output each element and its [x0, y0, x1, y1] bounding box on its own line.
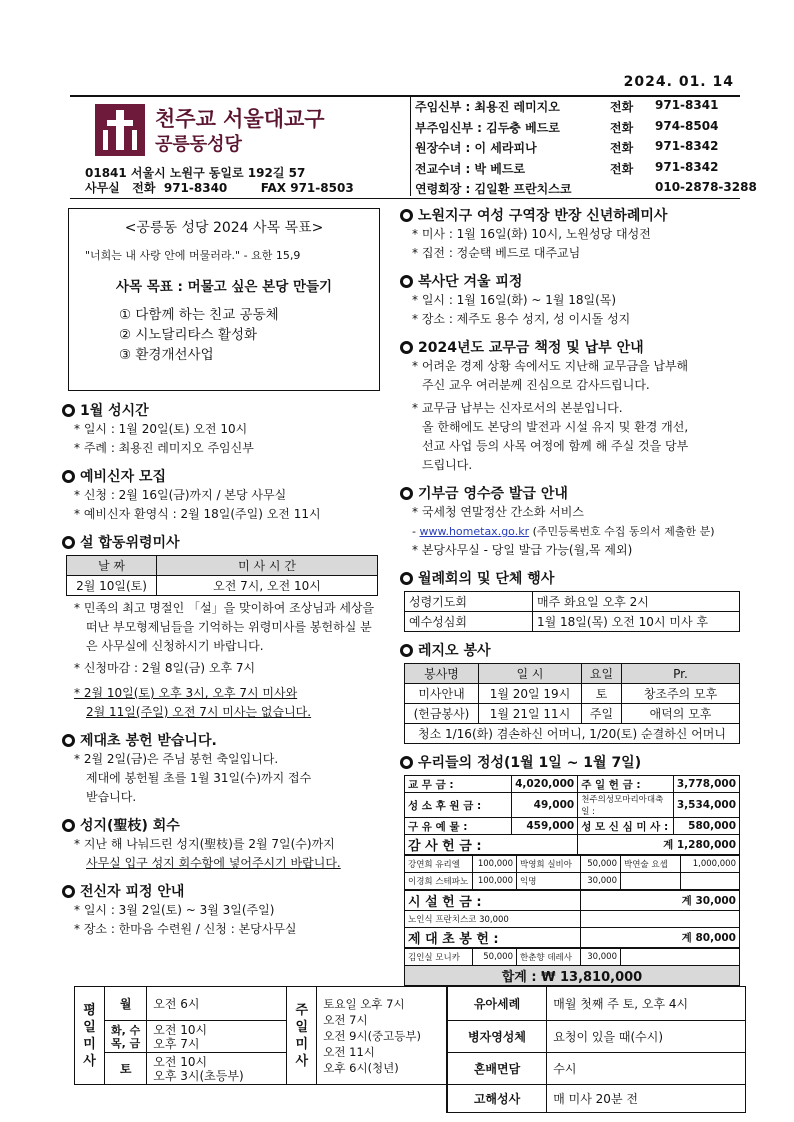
section-title: 월례회의 및 단체 행사 — [400, 568, 745, 588]
left-column: 1월 성시간 * 일시 : 1월 20일(토) 오전 10시 * 주례 : 최용진 레미지오 주임신부 예비신자 모집 * 신청 : 2월 16일(금)까지 / 본당 사무실 * 예비신자 환영식 : 2월 18일(주일) 오전 11시 설 합동위령미사 날 짜 미 사 시 간 2월 10일(토) 오전 7시, 오전 10시 * 민족의 최고 명절인 「설」을 맞이하여 조상님과 세상을 떠난 부모형제님들을 기억하는 위령미사를 봉헌하실 분 은 사무실에 신청하시기 바랍니다. * 신청마감 : 2월 8일(금) 오후 7시 * 2월 10일(토) 오후 3시, 오후 7시 미사와 2월 11일(주일) 오전 7시 미사는 없습니다. 제대초 봉헌 받습니다. * 2월 2일(금)은 주님 봉헌 축일입니다. 제대에 봉헌될 초를 1월 31일(수)까지 접수 받습니다. 성지(聖枝) 회수 * 지난 해 나눠드린 성지(聖枝)를 2월 7일(수)까지 사무실 입구 성지 회수함에 넣어주시기 바랍니다. 전신자 피정 안내 * 일시 : 3월 2일(토) ~ 3월 3일(주일) * 장소 : 한마음 수련원 / 신청 : 본당사무실 — [62, 400, 382, 939]
thanks-offering-table: 강연희 유리엘 100,000 박영희 실비아 50,000 박연술 요셉 1,000,000 이경희 스테파노 100,000 익명 30,000 — [404, 855, 740, 890]
circle-bullet-icon — [400, 275, 413, 288]
staff-list: 주임신부 : 최용진 레미지오 전화 971-8341 부주임신부 : 김두충 베드로 전화 974-8504 원장수녀 : 이 세라피나 전화 971-8342 전교수녀 : 박 베드로 전화 971-8342 연령회장 : 김일환 프란치스코 010-2878-3288 — [415, 98, 757, 196]
circle-bullet-icon — [62, 885, 75, 898]
section-title: 우리들의 정성(1월 1일 ~ 1월 7일) — [400, 752, 745, 772]
right-column: 노원지구 여성 구역장 반장 신년하례미사 * 미사 : 1월 16일(화) 10시, 노원성당 대성전 * 집전 : 정순택 베드로 대주교님 복사단 겨울 피정 * 일시 : 1월 16일(화) ~ 1월 18일(목) * 장소 : 제주도 용수 성지, 성 이시돌 성지 2024년도 교무금 책정 및 납부 안내 * 어려운 경제 상황 속에서도 지난해 교무금을 납부해 주신 교우 여러분께 진심으로 감사드립니다. * 교무금 납부는 신자로서의 본분입니다. 올 한해에도 본당의 발전과 시설 유지 및 환경 개선, 선교 사업 등의 사목 여정에 함께 해 주실 것을 당부 드립니다. 기부금 영수증 발급 안내 * 국세청 연말정산 간소화 서비스 - www.hometax.go.kr (주민등록번호 수집 동의서 제출한 분) * 본당사무실 - 당일 발급 가능(월,목 제외) 월례회의 및 단체 행사 성령기도회 매주 화요일 오후 2시 예수성심회 1월 18일(목) 오전 10시 미사 후 레지오 봉사 봉사명 일 시 요일 Pr. 미사안내 1월 20일 19시 토 창조주의 모후 (헌금봉사) 1월 21일 11시 주일 애덕의 모후 청소 1/16(화) 겸손하신 어머니, 1/20(토) 순결하신 어머니 우리들의 정성(1월 1일 ~ 1월 7일) 교 무 금 : 4,020,000 주 일 헌 금 : 3,778,000 성 소 후 원 금 : 49,000 천주의성모마리아대축일 : 3,534,000 구 유 예 물 : 459,000 성 모 신 심 미 사 : 580,000 감 사 헌 금 : 계 1,280,000 강연희 유리엘 100,000 박영희 실비아 50,000 박연술 요셉 1,000,000 이경희 스테파노 100,000 익명 30,000 시 설 헌 금 : 계 30,000 노인식 프란치스코 30,000 제 대 초 봉 헌 : 계 80,000 김인실 모니카 50,000 한춘향 데레사 30,000 합계 : ₩ 13,810,000 — [400, 205, 745, 986]
circle-bullet-icon — [62, 470, 75, 483]
section-title: 제대초 봉헌 받습니다. — [62, 730, 382, 750]
section-title: 1월 성시간 — [62, 400, 382, 420]
section-title: 레지오 봉사 — [400, 640, 745, 660]
circle-bullet-icon — [400, 756, 413, 769]
circle-bullet-icon — [400, 572, 413, 585]
divider — [70, 198, 740, 199]
divider — [70, 95, 740, 97]
church-address: 01841 서울시 노원구 동일로 192길 57 사무실 전화 971-8340 FAX 971-8503 — [85, 166, 354, 195]
circle-bullet-icon — [400, 644, 413, 657]
circle-bullet-icon — [62, 734, 75, 747]
mass-schedule: 평 일 미 사 월 오전 6시 주 일 미 사 토요일 오후 7시 오전 7시 오전 9시(중고등부) 오전 11시 오후 6시(청년) 유아세례 매월 첫째 주 토, 오후 4시 화, 수 목, 금 오전 10시 오후 7시 병자영성체 요청이 있을 때(수시) 토 오전 10시 오후 3시(초등부) 혼배면담 수시 고해성사 매 미사 20분 전 — [74, 986, 746, 1113]
memorial-mass-table: 날 짜 미 사 시 간 2월 10일(토) 오전 7시, 오전 10시 — [66, 555, 378, 596]
section-title: 설 합동위령미사 — [62, 532, 382, 552]
facility-offering-table: 시 설 헌 금 : 계 30,000 노인식 프란치스코 30,000 제 대 초 봉 헌 : 계 80,000 — [404, 890, 740, 948]
offering-table: 교 무 금 : 4,020,000 주 일 헌 금 : 3,778,000 성 소 후 원 금 : 49,000 천주의성모마리아대축일 : 3,534,000 구 유 예 물 : 459,000 성 모 신 심 미 사 : 580,000 감 사 헌 금 : 계 1,280,000 — [404, 775, 740, 855]
section-title: 복사단 겨울 피정 — [400, 271, 745, 291]
section-title: 예비신자 모집 — [62, 466, 382, 486]
circle-bullet-icon — [400, 209, 413, 222]
bulletin-date: 2024. 01. 14 — [623, 74, 734, 90]
church-logo — [95, 104, 145, 156]
section-title: 노원지구 여성 구역장 반장 신년하례미사 — [400, 205, 745, 225]
section-title: 기부금 영수증 발급 안내 — [400, 483, 745, 503]
monthly-meeting-table: 성령기도회 매주 화요일 오후 2시 예수성심회 1월 18일(목) 오전 10시 미사 후 — [404, 591, 740, 632]
divider — [410, 96, 411, 196]
circle-bullet-icon — [62, 536, 75, 549]
church-name: 천주교 서울대교구 — [155, 107, 325, 131]
hometax-link[interactable]: www.hometax.go.kr — [419, 525, 530, 538]
section-title: 2024년도 교무금 책정 및 납부 안내 — [400, 337, 745, 357]
legio-table: 봉사명 일 시 요일 Pr. 미사안내 1월 20일 19시 토 창조주의 모후 (헌금봉사) 1월 21일 11시 주일 애덕의 모후 청소 1/16(화) 겸손하신 어머니, 1/20(토) 순결하신 어머니 — [404, 663, 740, 744]
church-name-2: 공릉동성당 — [155, 134, 242, 155]
circle-bullet-icon — [62, 819, 75, 832]
circle-bullet-icon — [62, 404, 75, 417]
section-title: 성지(聖枝) 회수 — [62, 815, 382, 835]
pastoral-goals: <공릉동 성당 2024 사목 목표> "너희는 내 사랑 안에 머물러라." - 요한 15,9 사목 목표 : 머물고 싶은 본당 만들기 ① 다함께 하는 친교 공동체 ② 시노달리타스 활성화 ③ 환경개선사업 — [68, 208, 380, 391]
candle-offering-table: 김인실 모니카 50,000 한춘향 데레사 30,000 합계 : ₩ 13,810,000 — [404, 948, 740, 986]
circle-bullet-icon — [400, 341, 413, 354]
circle-bullet-icon — [400, 487, 413, 500]
section-title: 전신자 피정 안내 — [62, 881, 382, 901]
